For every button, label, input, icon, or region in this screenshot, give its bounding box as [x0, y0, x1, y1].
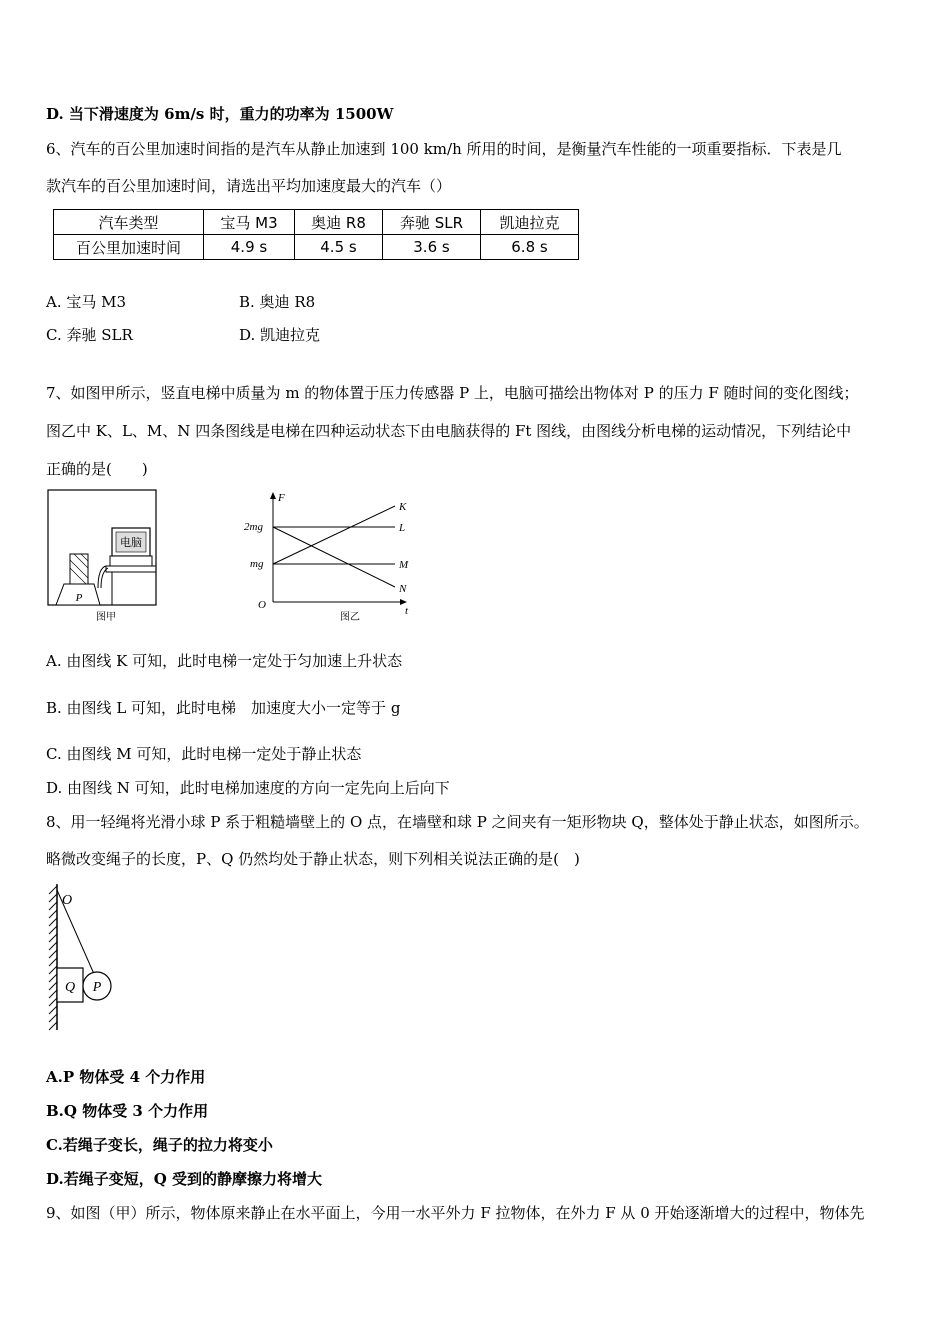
q7-option-a: A. 由图线 K 可知，此时电梯一定处于匀加速上升状态: [46, 652, 403, 670]
figure-caption: 图乙: [340, 612, 360, 623]
q9-stem-line1: 9、如图（甲）所示，物体原来静止在水平面上，今用一水平外力 F 拉物体，在外力 F 从 0 开始逐渐增大的过程中，物体先: [46, 1204, 865, 1222]
q7-option-c: C. 由图线 M 可知，此时电梯一定处于静止状态: [46, 745, 362, 763]
sensor-label: P: [75, 592, 83, 604]
q8-stem-line2: 略微改变绳子的长度，P、Q 仍然均处于静止状态，则下列相关说法正确的是( ): [46, 850, 580, 868]
table-header-cell: 奥迪 R8: [295, 210, 383, 235]
q6-option-d: D. 凯迪拉克: [239, 326, 321, 344]
line-label-m: M: [399, 559, 409, 571]
car-acceleration-table: [53, 209, 579, 260]
table-cell: 4.9 s: [204, 235, 295, 260]
table-header-row: [54, 210, 579, 235]
line-label-n: N: [399, 583, 407, 595]
q7-figure-yi: [240, 490, 420, 624]
ball-p-label: P: [92, 980, 102, 995]
q6-option-a: A. 宝马 M3: [46, 293, 127, 311]
computer-label: 电脑: [120, 537, 142, 549]
q7-stem-line1: 7、如图甲所示，竖直电梯中质量为 m 的物体置于压力传感器 P 上，电脑可描绘出物体对 P 的压力 F 随时间的变化图线；: [46, 384, 859, 402]
q7-stem-line2: 图乙中 K、L、M、N 四条图线是电梯在四种运动状态下由电脑获得的 Ft 图线，由图线分析电梯的运动情况，下列结论中: [46, 422, 852, 440]
q6-stem-line2: 款汽车的百公里加速时间，请选出平均加速度最大的汽车（）: [46, 177, 452, 195]
q7-option-d: D. 由图线 N 可知，此时电梯加速度的方向一定先向上后向下: [46, 779, 450, 797]
origin-label: O: [258, 599, 266, 611]
q8-option-c: C.若绳子变长，绳子的拉力将变小: [46, 1136, 273, 1154]
line-n: [273, 527, 395, 587]
line-k: [273, 506, 395, 564]
q6-stem-line1: 6、汽车的百公里加速时间指的是汽车从静止加速到 100 km/h 所用的时间，是衡量汽车性能的一项重要指标．下表是几: [46, 140, 842, 158]
table-header-cell: 宝马 M3: [204, 210, 295, 235]
q8-option-a: A.P 物体受 4 个力作用: [46, 1068, 206, 1086]
table-cell: 6.8 s: [481, 235, 579, 260]
q8-option-d: D.若绳子变短，Q 受到的静摩擦力将增大: [46, 1170, 322, 1188]
table-row: [54, 235, 579, 260]
q7-option-b: B. 由图线 L 可知，此时电梯 加速度大小一定等于 g: [46, 699, 401, 717]
x-axis-label: t: [405, 605, 409, 617]
q7-stem-line3: 正确的是( ): [46, 460, 148, 478]
point-o-label: O: [62, 893, 73, 908]
q8-option-b: B.Q 物体受 3 个力作用: [46, 1102, 209, 1120]
q6-option-b: B. 奥迪 R8: [239, 293, 316, 311]
tick-label-mg: mg: [250, 558, 264, 570]
table-header-cell: 奔驰 SLR: [383, 210, 481, 235]
figure-caption: 图甲: [96, 612, 116, 623]
q8-stem-line1: 8、用一轻绳将光滑小球 P 系于粗糙墙壁上的 O 点，在墙壁和球 P 之间夹有一矩形物块 Q，整体处于静止状态，如图所示。: [46, 813, 869, 831]
q6-option-c: C. 奔驰 SLR: [46, 326, 133, 344]
q7-figure-jia: [46, 488, 161, 624]
q8-figure: [44, 882, 124, 1032]
table-cell: 百公里加速时间: [54, 235, 204, 260]
tick-label-2mg: 2mg: [244, 521, 263, 533]
block-q-label: Q: [64, 980, 76, 995]
q5-option-d: D. 当下滑速度为 6m/s 时，重力的功率为 1500W: [46, 105, 394, 123]
table-header-cell: 汽车类型: [54, 210, 204, 235]
table-cell: 3.6 s: [383, 235, 481, 260]
line-label-l: L: [399, 522, 406, 534]
table-header-cell: 凯迪拉克: [481, 210, 579, 235]
y-axis-label: F: [278, 492, 285, 504]
table-cell: 4.5 s: [295, 235, 383, 260]
line-label-k: K: [399, 501, 407, 513]
